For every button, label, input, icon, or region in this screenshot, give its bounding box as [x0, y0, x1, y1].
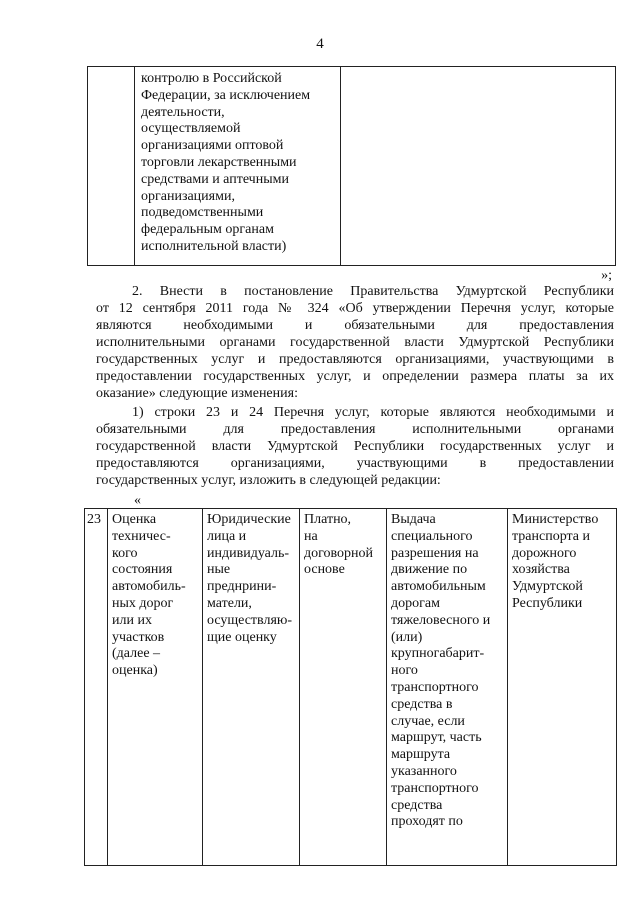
- table-row: [88, 67, 616, 266]
- text-line: государственной власти Удмуртской Республики государственных услуг и: [96, 439, 614, 454]
- opening-quote: «: [134, 493, 141, 508]
- text-line: от 12 сентября 2011 года № 324 «Об утверждении Перечня услуг, которые: [96, 301, 614, 316]
- closing-quote: »;: [601, 268, 612, 283]
- service-cell: Оценка техничес- кого состояния автомобиль- ных дорог или их участков (далее – оценка): [108, 509, 203, 866]
- text-line: оказание» следующие изменения:: [96, 386, 298, 401]
- text-line: исполнительными органами государственной власти Удмуртской Республики: [96, 335, 614, 350]
- text-line: государственных услуг, изложить в следующей редакции:: [96, 473, 441, 488]
- page-number: 4: [316, 36, 324, 52]
- table-cell: [88, 67, 135, 266]
- paragraph-item-1: [96, 404, 614, 489]
- providers-cell: Юридические лица и индивидуаль- ные преднрини- матели, осуществляю- щие оценку: [203, 509, 300, 866]
- cell-text: контролю в Российской Федерации, за исключением деятельности, осуществляемой организациями оптовой торговли лекарственными средствами и аптечными организациями, подведомственными федеральным органам исполнительной власти): [141, 71, 311, 254]
- payment-cell: Платно, на договорной основе: [300, 509, 387, 866]
- text-line: 2. Внести в постановление Правительства Удмуртской Республики: [132, 284, 614, 299]
- table-cell: [341, 67, 616, 266]
- ministry-cell: Министерство транспорта и дорожного хозяйства Удмуртской Республики: [508, 509, 617, 866]
- services-table: [84, 508, 617, 866]
- paragraph-amendment: [96, 283, 614, 402]
- table-row: [85, 509, 617, 866]
- table-cell: [135, 67, 341, 266]
- continuation-table: [87, 66, 616, 266]
- text-line: государственных услуг и предоставляются организациями, участвующими в: [96, 352, 614, 367]
- text-line: являются необходимыми и обязательными для предоставления: [96, 318, 614, 333]
- text-line: 1) строки 23 и 24 Перечня услуг, которые являются необходимыми и: [132, 405, 614, 420]
- text-line: предоставлении государственных услуг, и определении размера платы за их: [96, 369, 614, 384]
- text-line: предоставляются организациями, участвующими в предоставлении: [96, 456, 614, 471]
- text-line: обязательными для предоставления исполнительными органами: [96, 422, 614, 437]
- purpose-cell: Выдача специального разрешения на движение по автомобильным дорогам тяжеловесного и (или) крупногабарит- ного транспортного средства в случае, если маршрут, часть маршрута указанного транспортного средства проходят по: [387, 509, 508, 866]
- row-number-cell: 23: [85, 509, 108, 866]
